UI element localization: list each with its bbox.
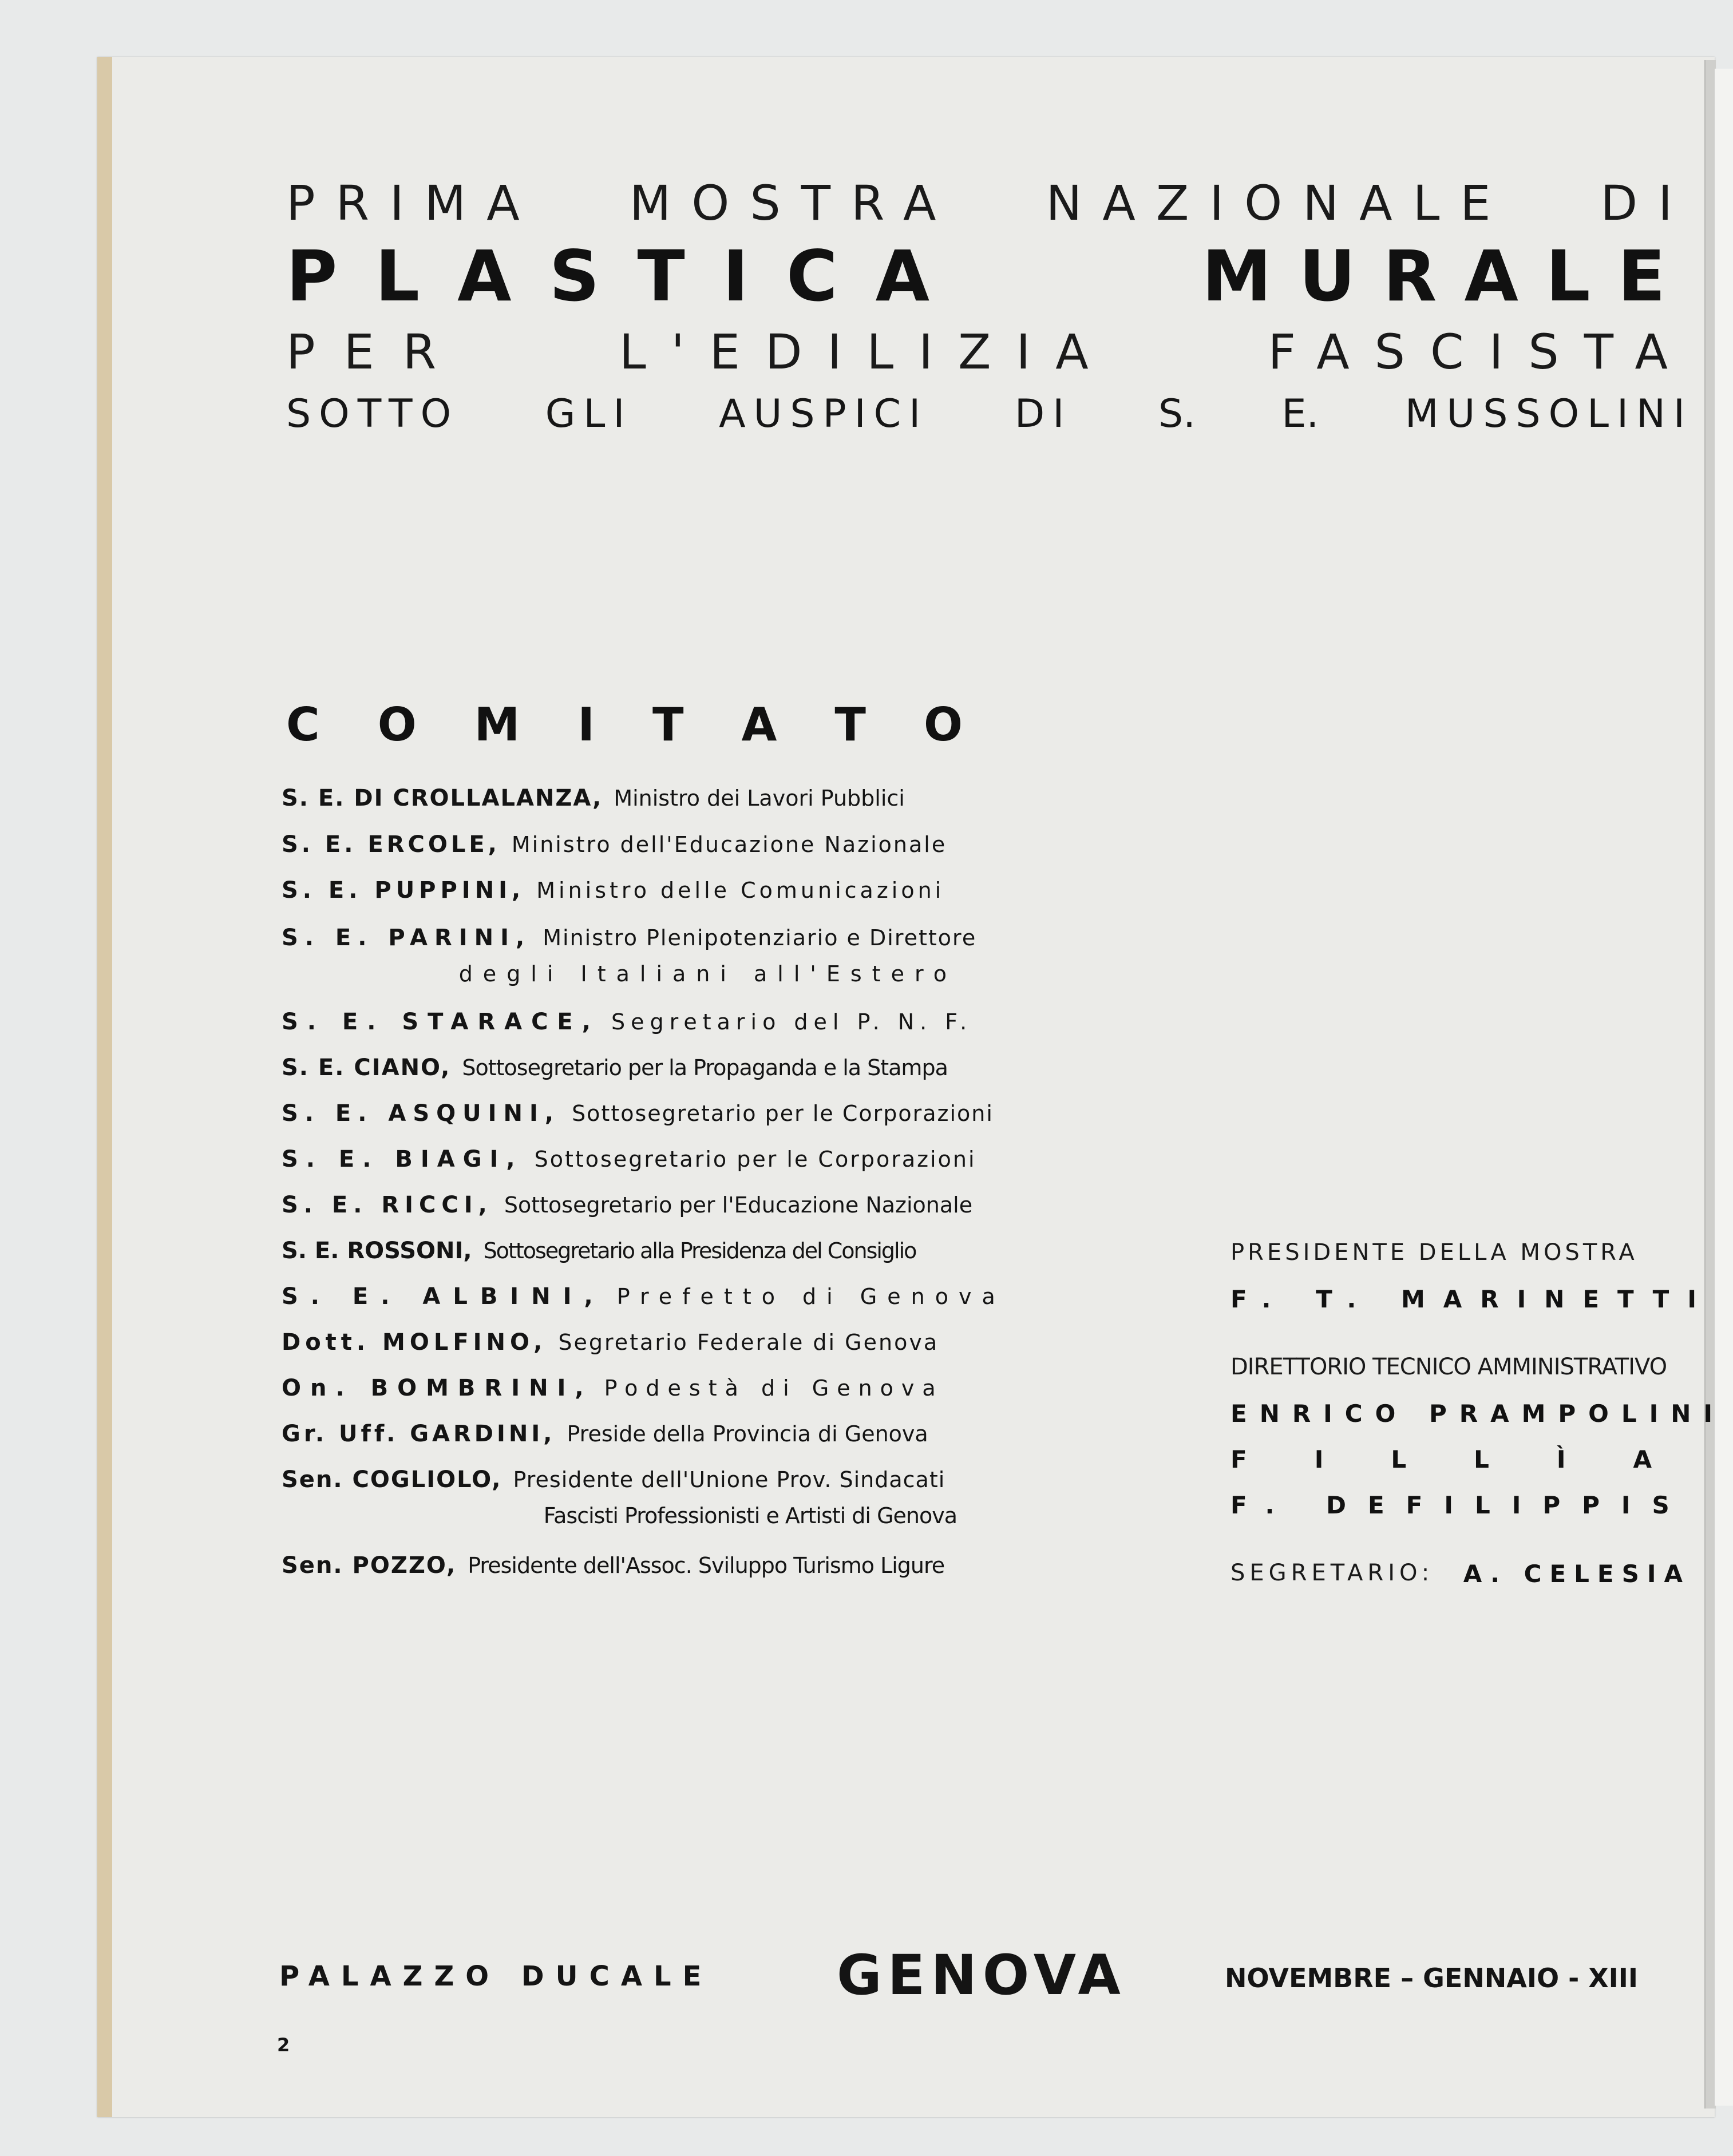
- member-role-text: Prefetto di Genova: [616, 1284, 1006, 1309]
- committee-title: [286, 698, 963, 751]
- member-role: [572, 1101, 994, 1126]
- member-role: [567, 1421, 957, 1446]
- president-label: [1230, 1239, 1691, 1266]
- board-member-text: F. DEFILIPPIS: [1230, 1491, 1691, 1519]
- committee-row: [282, 1283, 1006, 1310]
- committee-title-letter: T: [652, 698, 684, 751]
- member-name: S. E. PUPPINI,: [282, 877, 525, 903]
- header-word: MOSTRA: [629, 175, 957, 231]
- committee-row: [282, 1100, 994, 1127]
- board-member-text: FILLÌA: [1230, 1445, 1719, 1473]
- member-role-text: Sottosegretario per la Propaganda e la Stampa: [462, 1055, 948, 1080]
- header-word: DI: [1014, 391, 1073, 437]
- member-name: S. E. CIANO,: [282, 1055, 451, 1081]
- committee-row: [282, 1238, 957, 1264]
- member-role: [512, 832, 957, 857]
- member-role-text: Sottosegretario per le Corporazioni: [534, 1147, 976, 1172]
- member-role: [513, 1467, 957, 1492]
- member-role: [468, 1553, 957, 1578]
- secretary-label: SEGRETARIO:: [1230, 1560, 1434, 1586]
- member-role-text: Preside della Provincia di Genova: [567, 1421, 928, 1446]
- member-name: Sen. POZZO,: [282, 1552, 457, 1579]
- header-word: DI: [1600, 175, 1693, 231]
- member-role-text: Presidente dell'Unione Prov. Sindacati: [513, 1467, 945, 1492]
- footer-dates: NOVEMBRE – GENNAIO - XIII: [1225, 1963, 1639, 1993]
- committee-title-letter: A: [741, 698, 777, 751]
- committee-title-letter: C: [286, 698, 320, 751]
- member-role-text: Ministro dei Lavori Pubblici: [614, 786, 905, 811]
- header-line-3: [286, 320, 1693, 383]
- member-name: On. BOMBRINI,: [282, 1375, 593, 1401]
- committee-title-letter: T: [834, 698, 866, 751]
- member-role: [535, 1147, 976, 1172]
- binding-gutter: [1704, 60, 1716, 2109]
- member-role: [484, 1238, 957, 1263]
- member-role-text: Segretario Federale di Genova: [558, 1330, 939, 1355]
- committee-row: [282, 1192, 973, 1218]
- footer-venue: PALAZZO DUCALE: [279, 1960, 713, 1992]
- header-word: E.: [1281, 391, 1319, 437]
- footer-city: GENOVA: [837, 1943, 1126, 2007]
- member-name: S. E. RICCI,: [282, 1192, 493, 1218]
- committee-row: [282, 1421, 957, 1447]
- committee-title-letter: M: [474, 698, 520, 751]
- header-word: GLI: [545, 391, 633, 437]
- member-role: [604, 1376, 957, 1401]
- committee-row: [282, 877, 957, 903]
- committee-row: [282, 1009, 973, 1035]
- member-name: Gr. Uff. GARDINI,: [282, 1421, 556, 1447]
- header-word: PLASTICA: [286, 236, 968, 317]
- committee-row: [282, 1146, 976, 1172]
- member-role-text: Sottosegretario alla Presidenza del Consiglio: [483, 1238, 916, 1263]
- board-member: [1230, 1445, 1719, 1473]
- member-name: S. E. BIAGI,: [282, 1146, 523, 1172]
- member-name: S. E. ALBINI,: [282, 1283, 606, 1310]
- member-role: [611, 1009, 972, 1035]
- header-word: PER: [286, 324, 465, 380]
- header-word: S.: [1158, 391, 1196, 437]
- member-name: S. E. STARACE,: [282, 1009, 600, 1035]
- next-page-edge: [1715, 69, 1733, 2106]
- member-role: [558, 1330, 957, 1355]
- header-line-1: [286, 172, 1693, 235]
- member-role-text: Ministro Plenipotenziario e Direttore: [543, 925, 977, 950]
- board-member: [1230, 1400, 1726, 1428]
- committee-row-continuation: [282, 961, 957, 986]
- member-name: S. E. PARINI,: [282, 925, 532, 951]
- header-word: PRIMA: [286, 175, 540, 231]
- committee-row: [282, 1552, 957, 1579]
- member-role: [462, 1055, 957, 1080]
- committee-row: [282, 1375, 957, 1401]
- header-word: SOTTO: [286, 391, 460, 437]
- committee-row: [282, 785, 957, 811]
- president-name: [1230, 1285, 1715, 1313]
- committee-row-continuation: [282, 1503, 957, 1528]
- committee-title-letter: O: [377, 698, 417, 751]
- header-word: NAZIONALE: [1046, 175, 1512, 231]
- committee-row: [282, 1329, 957, 1356]
- header-line-2: [286, 233, 1693, 319]
- member-name: S. E. ROSSONI,: [282, 1238, 472, 1264]
- member-role-continuation: Fascisti Professionisti e Artisti di Genova: [543, 1503, 957, 1528]
- president-name-text: F. T. MARINETTI: [1230, 1285, 1715, 1313]
- committee-row: [282, 1055, 957, 1081]
- board-member-text: ENRICO PRAMPOLINI: [1230, 1400, 1726, 1428]
- member-name: S. E. ERCOLE,: [282, 831, 500, 858]
- president-label-text: PRESIDENTE DELLA MOSTRA: [1230, 1239, 1638, 1266]
- member-name: S. E. ASQUINI,: [282, 1100, 561, 1127]
- member-role-text: Segretario del P. N. F.: [611, 1009, 973, 1035]
- header-word: MURALE: [1202, 236, 1693, 317]
- member-role: [536, 878, 957, 903]
- member-role-text: Sottosegretario per le Corporazioni: [572, 1101, 994, 1126]
- member-role: [617, 1284, 1006, 1309]
- committee-title-letter: O: [923, 698, 963, 751]
- member-role: [504, 1192, 972, 1218]
- board-member: [1230, 1491, 1691, 1519]
- member-name: S. E. DI CROLLALANZA,: [282, 785, 603, 811]
- committee-title-letter: I: [577, 698, 595, 751]
- member-name: Dott. MOLFINO,: [282, 1329, 547, 1356]
- secretary-name: A. CELESIA: [1463, 1560, 1691, 1588]
- page-number: 2: [277, 2034, 290, 2056]
- board-label-text: DIRETTORIO TECNICO AMMINISTRATIVO: [1230, 1354, 1667, 1380]
- committee-row: [282, 1467, 957, 1493]
- committee-row: [282, 925, 977, 951]
- header-line-4: [286, 388, 1693, 439]
- member-role: [614, 786, 957, 811]
- member-name: Sen. COGLIOLO,: [282, 1467, 502, 1493]
- member-role-continuation: degli Italiani all'Estero: [458, 961, 957, 986]
- committee-row: [282, 831, 957, 858]
- header-word: MUSSOLINI: [1404, 391, 1693, 437]
- board-label: [1230, 1354, 1691, 1380]
- member-role-text: Ministro dell'Educazione Nazionale: [511, 832, 947, 857]
- secretary: [1230, 1560, 1691, 1588]
- member-role-text: Presidente dell'Assoc. Sviluppo Turismo Ligure: [468, 1553, 945, 1578]
- header-word: FASCISTA: [1268, 324, 1693, 380]
- member-role-text: Sottosegretario per l'Educazione Nazionale: [504, 1192, 973, 1218]
- header-word: AUSPICI: [719, 391, 929, 437]
- member-role-text: Ministro delle Comunicazioni: [536, 878, 945, 903]
- header-word: L'EDILIZIA: [619, 324, 1114, 380]
- member-role-text: Podestà di Genova: [604, 1376, 944, 1401]
- member-role: [543, 925, 976, 950]
